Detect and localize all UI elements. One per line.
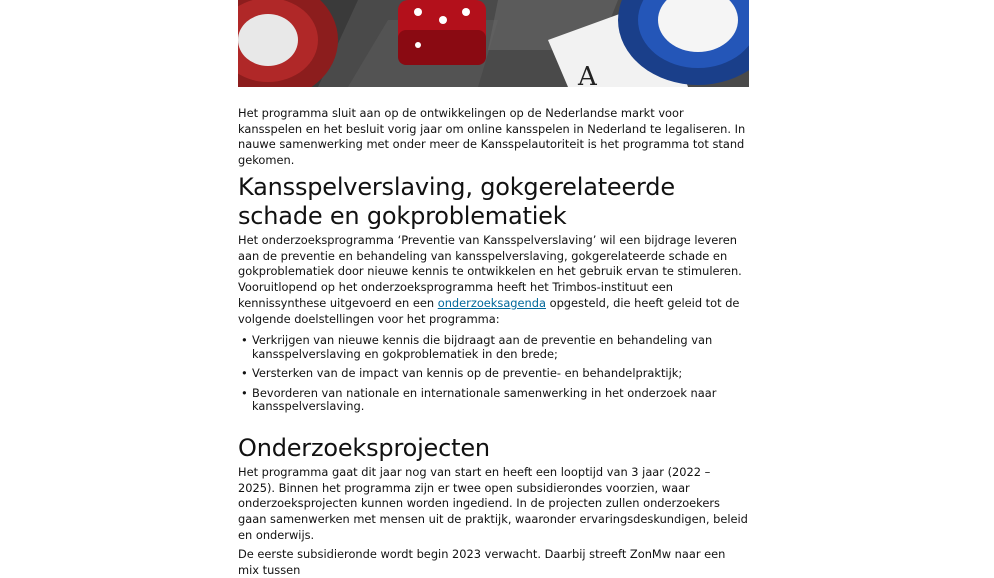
section-kansspelverslaving (238, 173, 750, 231)
intro-block (238, 106, 750, 169)
list-item: • Versterken van de impact van kennis op de preventie- en behandelpraktijk; (238, 367, 750, 381)
section-onderzoeksprojecten (238, 434, 750, 463)
section-paragraph: De eerste subsidieronde wordt begin 2023 verwacht. Daarbij streeft ZonMw naar een mix tussen (238, 547, 726, 577)
paragraph-text: Het onderzoeksprogramma ‘Preventie van Kansspelverslaving’ wil een bijdrage leveren aan de preventie en behandeling van kansspelverslaving, gokgerelateerde schade en gokproblematiek door nieuwe kennis te ontwikkelen en het gebruik ervan te stimuleren. Vooruitlopend op het onderzoeksprogramma heeft het Trimbos-instituut een kennissynthese uitgevoerd en een (238, 233, 742, 310)
section-heading: Onderzoeksprojecten (238, 434, 490, 462)
section-paragraph (238, 233, 750, 327)
section-kansspelverslaving-body (238, 233, 750, 327)
card-letter: A (578, 62, 597, 87)
casino-chips-dice-cards-image (238, 0, 749, 87)
onderzoeksagenda-link[interactable]: onderzoeksagenda (437, 295, 546, 310)
hero-image (238, 0, 749, 87)
paragraph-text-continued: opgesteld, die heeft geleid tot de volgende doelstellingen voor het programma: (238, 295, 740, 326)
section-onderzoeksprojecten-body (238, 465, 750, 544)
section-onderzoeksprojecten-body-2 (238, 547, 750, 578)
list-item: • Verkrijgen van nieuwe kennis die bijdraagt aan de preventie en behandeling van kansspelverslaving en gokproblematiek in den brede; (238, 334, 750, 361)
list-item: • Bevorderen van nationale en internationale samenwerking in het onderzoek naar kansspelverslaving. (238, 387, 750, 414)
intro-paragraph: Het programma sluit aan op de ontwikkelingen op de Nederlandse markt voor kansspelen en het besluit vorig jaar om online kansspelen in Nederland te legaliseren. In nauwe samenwerking met onder meer de Kansspelautoriteit is het programma tot stand gekomen. (238, 106, 746, 168)
section-heading: Kansspelverslaving, gokgerelateerde schade en gokproblematiek (238, 173, 675, 230)
section-paragraph: Het programma gaat dit jaar nog van start en heeft een looptijd van 3 jaar (2022 – 2025). Binnen het programma zijn er twee open subsidierondes voorzien, waar onderzoeksprojecten kunnen worden ingediend. In de projecten zullen onderzoekers gaan samenwerken met mensen uit de praktijk, waaronder ervaringsdeskundigen, beleid en onderwijs. (238, 465, 748, 542)
goals-list-block (238, 334, 750, 420)
goals-list (238, 334, 750, 414)
